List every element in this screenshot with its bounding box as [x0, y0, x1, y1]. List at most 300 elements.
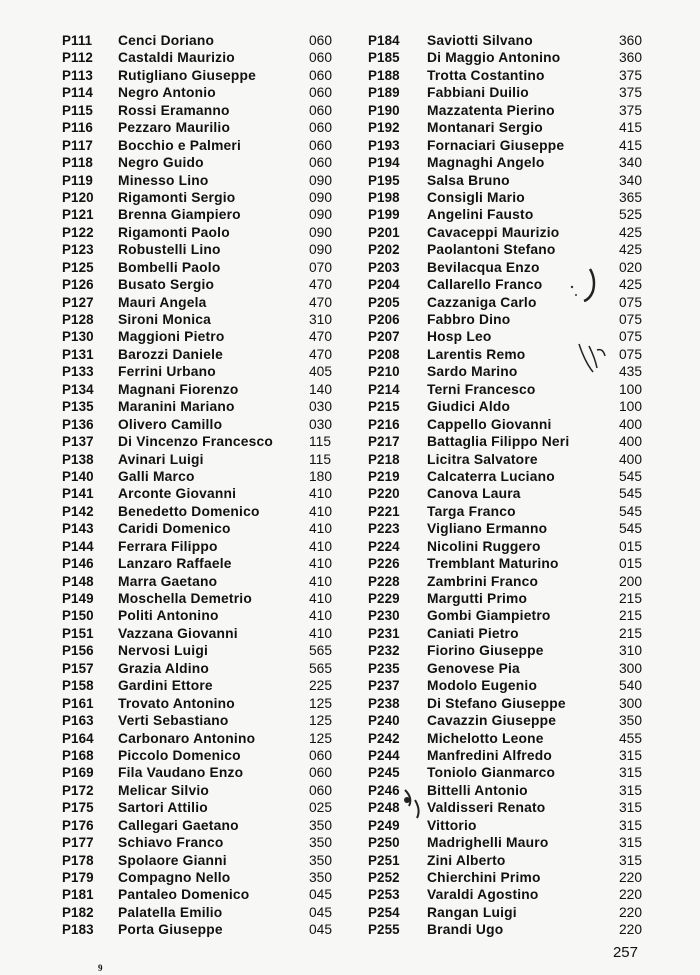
entry-name: Castaldi Maurizio: [118, 50, 235, 66]
list-item: [62, 206, 362, 223]
list-item: [62, 782, 362, 799]
entry-code: P195: [368, 172, 400, 188]
entry-name: Caridi Domenico: [118, 521, 231, 537]
entry-name: Saviotti Silvano: [427, 33, 533, 48]
entry-code: P230: [368, 608, 400, 624]
entry-code: P136: [62, 416, 94, 432]
entry-name: Carbonaro Antonino: [118, 730, 256, 746]
entry-value: 350: [309, 835, 333, 851]
entry-code: P146: [62, 556, 94, 572]
entry-value: 060: [309, 137, 333, 153]
entry-code: P224: [368, 538, 400, 554]
entry-value: 060: [309, 85, 333, 101]
entry-name: Brandi Ugo: [427, 922, 504, 938]
list-item: [62, 625, 362, 642]
entry-name: Cappello Giovanni: [427, 416, 552, 432]
list-item: [62, 137, 362, 154]
entry-name: Salsa Bruno: [427, 172, 510, 188]
list-item: [368, 172, 668, 189]
entry-value: 045: [309, 904, 333, 920]
entry-code: P163: [62, 713, 94, 729]
list-item: [62, 555, 362, 572]
entry-name: Paolantoni Stefano: [427, 242, 556, 258]
entry-value: 060: [309, 67, 333, 83]
entry-code: P121: [62, 207, 94, 223]
entry-name: Rutigliano Giuseppe: [118, 67, 256, 83]
list-item: [62, 451, 362, 468]
list-item: [368, 433, 668, 450]
entry-name: Manfredini Alfredo: [427, 747, 552, 763]
list-item: [62, 590, 362, 607]
entry-value: 200: [619, 573, 643, 589]
entry-name: Vazzana Giovanni: [118, 625, 238, 641]
list-item: [368, 259, 668, 276]
entry-code: P198: [368, 189, 400, 205]
entry-code: P149: [62, 591, 94, 606]
entry-name: Montanari Sergio: [427, 120, 543, 136]
entry-value: 125: [309, 713, 333, 729]
entry-code: P238: [368, 695, 400, 711]
entry-code: P133: [62, 364, 94, 380]
list-item: [62, 607, 362, 624]
entry-value: 310: [309, 312, 333, 327]
entry-name: Genovese Pia: [427, 660, 520, 676]
entry-value: 340: [619, 172, 643, 188]
entry-value: 060: [309, 747, 333, 763]
list-item: [368, 660, 668, 677]
entry-name: Battaglia Filippo Neri: [427, 434, 570, 450]
list-item: [368, 206, 668, 223]
list-item: [62, 817, 362, 834]
entry-value: 090: [309, 189, 333, 205]
entry-code: P178: [62, 852, 94, 868]
entry-name: Mazzatenta Pierino: [427, 102, 555, 118]
list-item: [62, 84, 362, 101]
entry-code: P176: [62, 817, 94, 833]
entry-name: Callegari Gaetano: [118, 817, 239, 833]
entry-code: P192: [368, 120, 400, 136]
entry-code: P235: [368, 660, 400, 676]
entry-code: P190: [368, 102, 400, 118]
list-item: [62, 712, 362, 729]
entry-name: Moschella Demetrio: [118, 591, 252, 606]
entry-name: Maggioni Pietro: [118, 329, 225, 345]
entry-code: P161: [62, 695, 94, 711]
entry-name: Sartori Attilio: [118, 800, 208, 816]
entry-code: P255: [368, 922, 400, 938]
list-item: [368, 555, 668, 572]
entry-value: 060: [309, 102, 333, 118]
entry-code: P114: [62, 85, 93, 101]
list-item: [62, 834, 362, 851]
entry-name: Verti Sebastiano: [118, 713, 229, 729]
entry-code: P202: [368, 242, 400, 258]
entry-value: 410: [309, 573, 333, 589]
entry-value: 525: [619, 207, 643, 223]
entry-name: Nicolini Ruggero: [427, 538, 541, 554]
list-item: [368, 834, 668, 851]
list-item: [368, 782, 668, 799]
entry-code: P248: [368, 800, 400, 816]
entry-name: Bocchio e Palmeri: [118, 137, 242, 153]
entry-value: 310: [619, 643, 643, 659]
entry-name: Margutti Primo: [427, 591, 528, 606]
entry-value: 090: [309, 242, 333, 258]
entry-code: P228: [368, 573, 400, 589]
entry-code: P226: [368, 556, 400, 572]
entry-value: 315: [619, 852, 643, 868]
list-item: [62, 921, 362, 938]
entry-name: Bombelli Paolo: [118, 259, 221, 275]
entry-code: P210: [368, 364, 400, 380]
entry-name: Magnaghi Angelo: [427, 155, 545, 171]
entry-code: P118: [62, 155, 93, 171]
entry-code: P113: [62, 67, 93, 83]
entry-value: 075: [619, 346, 643, 362]
entry-value: 545: [619, 468, 643, 484]
right-column-list: [368, 32, 668, 939]
list-item: [62, 642, 362, 659]
entry-name: Di Vincenzo Francesco: [118, 434, 273, 450]
entry-value: 565: [309, 660, 333, 676]
entry-code: P127: [62, 294, 94, 310]
entry-value: 565: [309, 643, 333, 659]
entry-name: Cavaceppi Maurizio: [427, 224, 560, 240]
entry-value: 030: [309, 416, 333, 432]
entry-code: P141: [62, 486, 94, 502]
list-item: [368, 346, 668, 363]
list-item: [62, 869, 362, 886]
entry-value: 060: [309, 782, 333, 798]
entry-value: 425: [619, 242, 643, 258]
entry-name: Gombi Giampietro: [427, 608, 551, 624]
entry-code: P205: [368, 294, 400, 310]
entry-code: P194: [368, 155, 400, 171]
list-item: [62, 398, 362, 415]
entry-code: P215: [368, 399, 400, 415]
entry-value: 400: [619, 434, 643, 450]
list-item: [62, 904, 362, 921]
entry-value: 365: [619, 189, 643, 205]
entry-code: P116: [62, 120, 93, 136]
entry-value: 425: [619, 224, 643, 240]
entry-name: Fabbiani Duilio: [427, 85, 529, 101]
entry-value: 100: [619, 381, 643, 397]
list-item: [62, 730, 362, 747]
list-item: [62, 172, 362, 189]
entry-value: 315: [619, 800, 643, 816]
entry-name: Ferrara Filippo: [118, 538, 218, 554]
entry-name: Di Maggio Antonino: [427, 50, 561, 66]
entry-name: Calcaterra Luciano: [427, 468, 555, 484]
entry-name: Spolaore Gianni: [118, 852, 227, 868]
entry-code: P175: [62, 800, 94, 816]
entry-value: 410: [309, 625, 333, 641]
entry-value: 410: [309, 591, 333, 606]
entry-value: 025: [309, 800, 333, 816]
entry-code: P254: [368, 904, 400, 920]
entry-code: P143: [62, 521, 94, 537]
entry-code: P135: [62, 399, 94, 415]
entry-name: Galli Marco: [118, 468, 195, 484]
entry-code: P201: [368, 224, 400, 240]
list-item: [368, 154, 668, 171]
entry-name: Fila Vaudano Enzo: [118, 765, 244, 781]
entry-name: Michelotto Leone: [427, 730, 544, 746]
entry-code: P158: [62, 678, 94, 694]
entry-value: 410: [309, 486, 333, 502]
entry-code: P125: [62, 259, 94, 275]
entry-name: Canova Laura: [427, 486, 521, 502]
list-item: [368, 590, 668, 607]
list-item: [368, 799, 668, 816]
list-item: [62, 328, 362, 345]
entry-value: 100: [619, 399, 643, 415]
entry-code: P208: [368, 346, 400, 362]
entry-value: 225: [309, 678, 333, 694]
list-item: [368, 485, 668, 502]
entry-code: P183: [62, 922, 94, 938]
list-item: [368, 520, 668, 537]
entry-value: 410: [309, 556, 333, 572]
list-item: [368, 363, 668, 380]
entry-name: Di Stefano Giuseppe: [427, 695, 566, 711]
entry-value: 315: [619, 782, 643, 798]
entry-name: Compagno Nello: [118, 870, 231, 885]
list-item: [368, 311, 668, 328]
entry-name: Lanzaro Raffaele: [118, 556, 232, 572]
entry-code: P115: [62, 102, 93, 118]
entry-value: 215: [619, 625, 643, 641]
entry-value: 470: [309, 277, 333, 293]
entry-code: P218: [368, 451, 400, 467]
list-item: [368, 451, 668, 468]
entry-code: P134: [62, 381, 94, 397]
entry-name: Larentis Remo: [427, 346, 526, 362]
list-item: [368, 381, 668, 398]
entry-code: P172: [62, 782, 94, 798]
list-item: [62, 381, 362, 398]
entry-code: P117: [62, 137, 93, 153]
entry-code: P188: [368, 67, 400, 83]
entry-code: P112: [62, 50, 93, 66]
entry-value: 075: [619, 329, 643, 345]
entry-name: Targa Franco: [427, 503, 516, 519]
entry-code: P130: [62, 329, 94, 345]
entry-code: P177: [62, 835, 94, 851]
entry-name: Politi Antonino: [118, 608, 219, 624]
list-item: [62, 311, 362, 328]
entry-value: 300: [619, 695, 643, 711]
list-item: [368, 886, 668, 903]
entry-name: Porta Giuseppe: [118, 922, 223, 938]
entry-code: P179: [62, 870, 94, 885]
entry-value: 315: [619, 765, 643, 781]
list-item: [62, 573, 362, 590]
entry-code: P193: [368, 137, 400, 153]
list-item: [368, 625, 668, 642]
entry-value: 340: [619, 155, 643, 171]
list-item: [368, 764, 668, 781]
list-item: [368, 852, 668, 869]
list-item: [62, 695, 362, 712]
entry-code: P229: [368, 591, 400, 606]
entry-value: 045: [309, 922, 333, 938]
entry-value: 215: [619, 608, 643, 624]
list-item: [368, 538, 668, 555]
entry-name: Magnani Fiorenzo: [118, 381, 239, 397]
list-item: [368, 119, 668, 136]
list-item: [368, 32, 668, 49]
page-number: 257: [612, 944, 638, 961]
entry-value: 425: [619, 277, 643, 293]
list-item: [62, 485, 362, 502]
entry-code: P242: [368, 730, 400, 746]
entry-value: 220: [619, 870, 643, 885]
entry-name: Terni Francesco: [427, 381, 536, 397]
entry-value: 435: [619, 364, 643, 380]
list-item: [368, 695, 668, 712]
entry-value: 060: [309, 120, 333, 136]
entry-code: P246: [368, 782, 400, 798]
entry-code: P216: [368, 416, 400, 432]
entry-code: P219: [368, 468, 400, 484]
entry-name: Arconte Giovanni: [118, 486, 237, 502]
entry-value: 220: [619, 904, 643, 920]
entry-value: 350: [309, 852, 333, 868]
entry-name: Varaldi Agostino: [427, 887, 539, 903]
list-item: [62, 189, 362, 206]
entry-value: 470: [309, 346, 333, 362]
list-item: [62, 433, 362, 450]
list-item: [62, 660, 362, 677]
entry-code: P111: [62, 33, 93, 48]
list-item: [368, 921, 668, 938]
entry-name: Negro Antonio: [118, 85, 216, 101]
entry-name: Schiavo Franco: [118, 835, 224, 851]
entry-value: 300: [619, 660, 643, 676]
list-item: [368, 294, 668, 311]
entry-code: P122: [62, 224, 94, 240]
entry-value: 350: [309, 870, 333, 885]
entry-code: P251: [368, 852, 400, 868]
entry-name: Pezzaro Maurilio: [118, 120, 231, 136]
list-item: [368, 573, 668, 590]
entry-name: Piccolo Domenico: [118, 747, 241, 763]
list-item: [368, 67, 668, 84]
entry-name: Giudici Aldo: [427, 399, 511, 415]
entry-name: Bevilacqua Enzo: [427, 259, 540, 275]
entry-code: P164: [62, 730, 94, 746]
entry-value: 540: [619, 678, 643, 694]
entry-value: 125: [309, 695, 333, 711]
entry-code: P169: [62, 765, 94, 781]
entry-name: Gardini Ettore: [118, 678, 213, 694]
entry-value: 075: [619, 294, 643, 310]
entry-name: Tremblant Maturino: [427, 556, 559, 572]
entry-value: 410: [309, 538, 333, 554]
list-item: [368, 416, 668, 433]
entry-name: Angelini Fausto: [427, 207, 534, 223]
entry-value: 415: [619, 120, 643, 136]
entry-name: Bittelli Antonio: [427, 782, 528, 798]
list-item: [368, 642, 668, 659]
entry-name: Palatella Emilio: [118, 904, 223, 920]
entry-value: 045: [309, 887, 333, 903]
entry-code: P150: [62, 608, 94, 624]
entry-code: P245: [368, 765, 400, 781]
entry-name: Benedetto Domenico: [118, 503, 260, 519]
entry-code: P237: [368, 678, 400, 694]
entry-code: P253: [368, 887, 400, 903]
entry-value: 360: [619, 50, 643, 66]
entry-name: Marra Gaetano: [118, 573, 218, 589]
entry-name: Consigli Mario: [427, 189, 525, 205]
entry-name: Licitra Salvatore: [427, 451, 538, 467]
list-item: [62, 346, 362, 363]
entry-name: Sironi Monica: [118, 312, 212, 327]
entry-value: 545: [619, 521, 643, 537]
entry-name: Modolo Eugenio: [427, 678, 538, 694]
entry-name: Robustelli Lino: [118, 242, 221, 258]
list-item: [368, 224, 668, 241]
entry-code: P217: [368, 434, 400, 450]
list-item: [62, 747, 362, 764]
list-item: [62, 67, 362, 84]
entry-name: Zambrini Franco: [427, 573, 539, 589]
entry-name: Avinari Luigi: [118, 451, 204, 467]
list-item: [368, 712, 668, 729]
list-item: [62, 468, 362, 485]
entry-value: 180: [309, 468, 333, 484]
entry-value: 220: [619, 887, 643, 903]
entry-value: 410: [309, 503, 333, 519]
entry-value: 090: [309, 224, 333, 240]
entry-name: Zini Alberto: [427, 852, 506, 868]
list-item: [368, 747, 668, 764]
list-item: [62, 538, 362, 555]
entry-name: Vigliano Ermanno: [427, 521, 548, 537]
entry-code: P240: [368, 713, 400, 729]
list-item: [62, 224, 362, 241]
entry-code: P148: [62, 573, 94, 589]
entry-code: P168: [62, 747, 94, 763]
entry-value: 140: [309, 381, 333, 397]
entry-code: P131: [62, 346, 94, 362]
entry-code: P199: [368, 207, 400, 223]
entry-name: Cavazzin Giuseppe: [427, 713, 557, 729]
entry-value: 375: [619, 67, 643, 83]
entry-code: P249: [368, 817, 400, 833]
entry-name: Madrighelli Mauro: [427, 835, 549, 851]
entry-code: P128: [62, 312, 94, 327]
entry-value: 545: [619, 503, 643, 519]
entry-value: 360: [619, 33, 643, 48]
list-item: [368, 276, 668, 293]
entry-code: P206: [368, 312, 400, 327]
list-item: [62, 416, 362, 433]
list-item: [368, 904, 668, 921]
list-item: [62, 241, 362, 258]
entry-name: Chierchini Primo: [427, 870, 541, 885]
list-item: [368, 468, 668, 485]
list-item: [368, 503, 668, 520]
entry-value: 375: [619, 102, 643, 118]
list-item: [62, 259, 362, 276]
entry-value: 060: [309, 33, 333, 48]
entry-value: 090: [309, 207, 333, 223]
entry-name: Cenci Doriano: [118, 33, 215, 48]
